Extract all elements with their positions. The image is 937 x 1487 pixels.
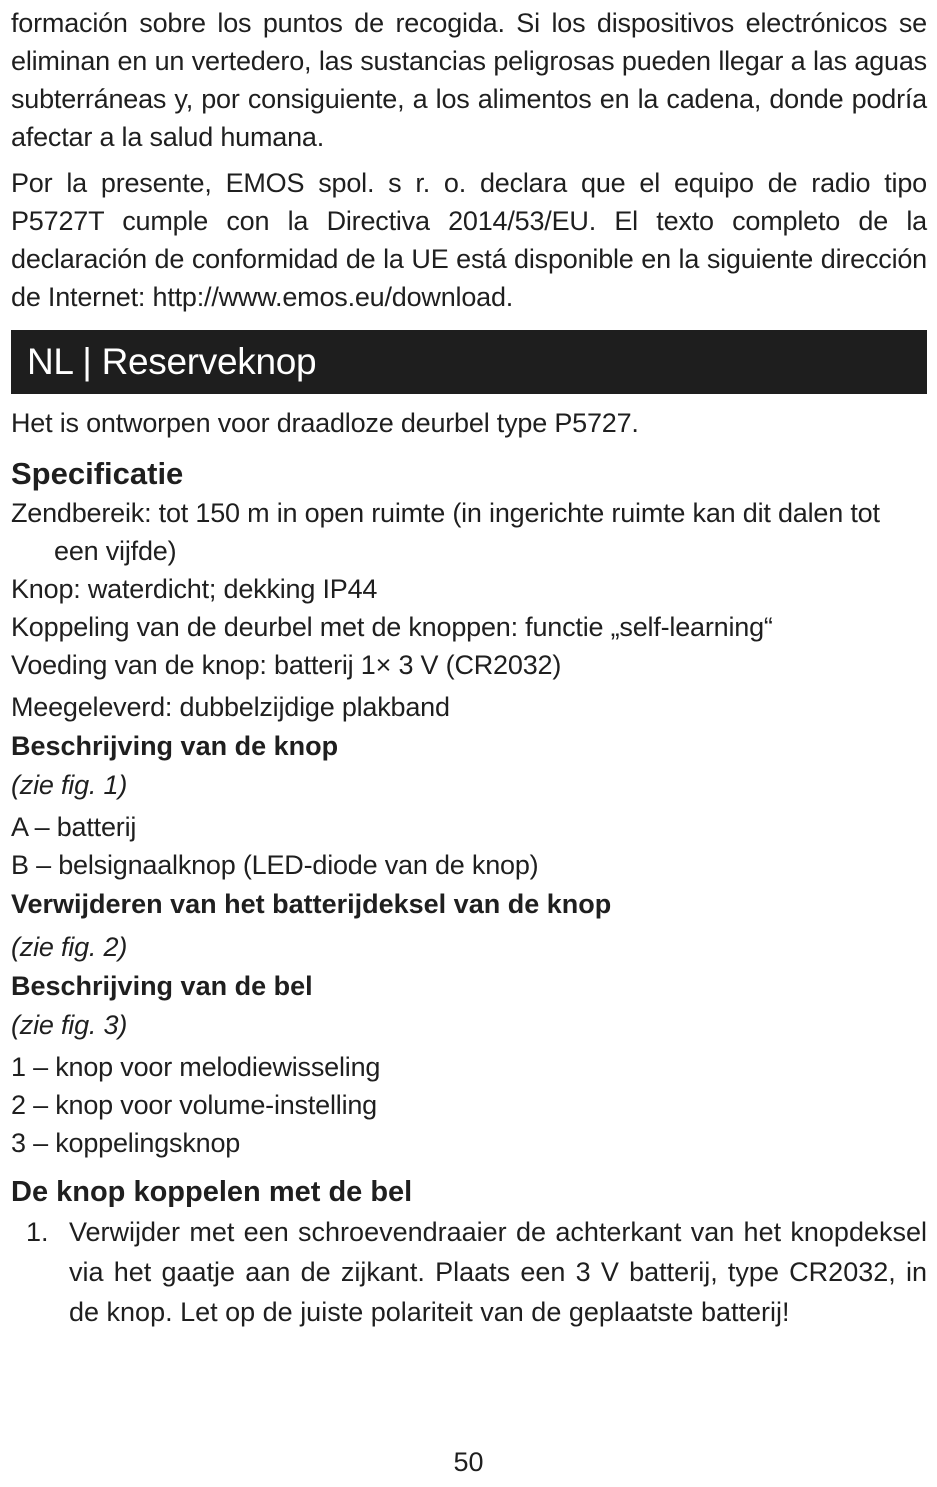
figure-ref-1: (zie fig. 1)	[11, 770, 128, 800]
bell-description-heading: Beschrijving van de bel	[11, 971, 313, 1001]
page-number: 50	[453, 1447, 484, 1477]
spec-item-power: Voeding van de knop: batterij 1× 3 V (CR2032)	[11, 650, 562, 680]
pairing-step	[11, 1212, 927, 1332]
pairing-steps	[11, 1212, 927, 1332]
specification-heading: Specificatie	[11, 456, 184, 491]
list-item: 2 – knop voor volume-instelling	[11, 1090, 377, 1120]
pairing-heading: De knop koppelen met de bel	[11, 1176, 413, 1208]
step-number: 1.	[26, 1217, 49, 1247]
paragraph-disposal: formación sobre los puntos de recogida. Si los dispositivos electrónicos se eliminan en un vertedero, las sustancias peligrosas pueden llegar a las aguas subterráneas y, por consiguiente, a los alimentos en la cadena, donde podría afectar a la salud humana.	[11, 8, 927, 152]
list-item: 1 – knop voor melodiewisseling	[11, 1052, 381, 1082]
spec-item-pairing: Koppeling van de deurbel met de knoppen: functie „self-learning“	[11, 612, 773, 642]
step-text: Verwijder met een schroevendraaier de achterkant van het knopdeksel via het gaatje aan de zijkant. Plaats een 3 V batterij, type CR2032, in de knop. Let op de juiste polariteit van de geplaatste batterij!	[69, 1217, 927, 1327]
section-intro: Het is ontworpen voor draadloze deurbel type P5727.	[11, 408, 639, 438]
figure-ref-2: (zie fig. 2)	[11, 932, 128, 962]
figure-ref-3: (zie fig. 3)	[11, 1010, 128, 1040]
button-description-heading: Beschrijving van de knop	[11, 731, 339, 761]
list-item: 3 – koppelingsknop	[11, 1128, 241, 1158]
specification-list	[11, 494, 927, 726]
section-title: NL | Reserveknop	[27, 341, 317, 382]
paragraph-declaration: Por la presente, EMOS spol. s r. o. declara que el equipo de radio tipo P5727T cumple con la Directiva 2014/53/EU. El texto completo de la declaración de conformidad de la UE está disponible en la siguiente dirección de Internet: http://www.emos.eu/download.	[11, 168, 927, 312]
battery-cover-heading: Verwijderen van het batterijdeksel van de knop	[11, 889, 612, 919]
spec-item-included: Meegeleverd: dubbelzijdige plakband	[11, 692, 450, 722]
document-page	[11, 0, 927, 1332]
section-header-bar	[11, 330, 927, 394]
list-item: B – belsignaalknop (LED-diode van de knop)	[11, 850, 539, 880]
spec-item-range: Zendbereik: tot 150 m in open ruimte (in ingerichte ruimte kan dit dalen tot een vijfde)	[11, 498, 880, 566]
spec-item-button: Knop: waterdicht; dekking IP44	[11, 574, 378, 604]
list-item: A – batterij	[11, 812, 137, 842]
